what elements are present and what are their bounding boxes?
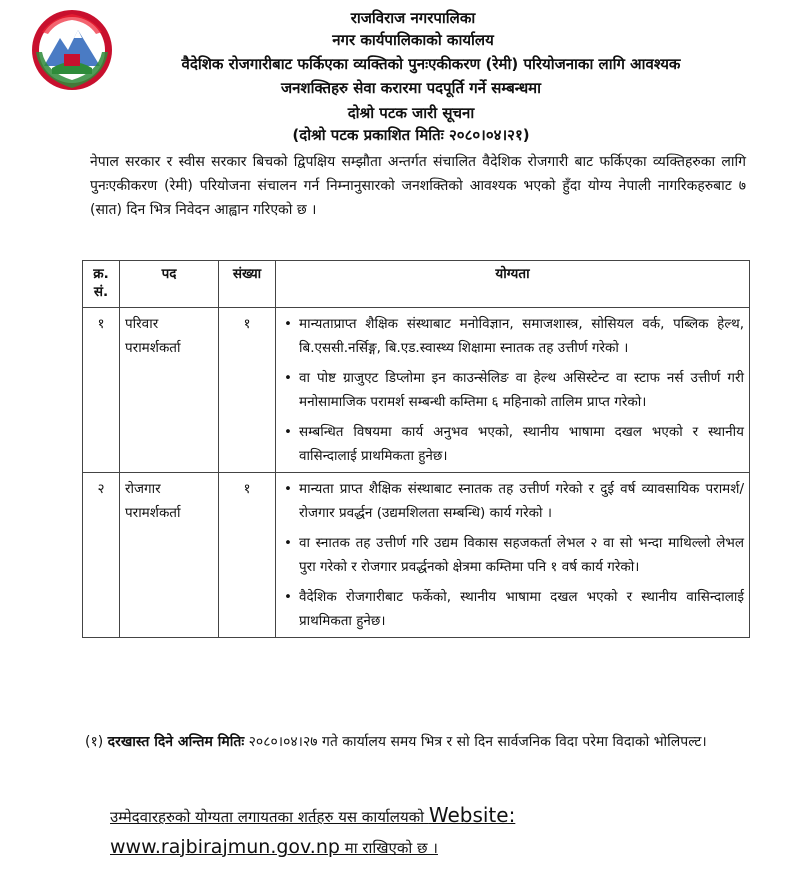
row-post: रोजगार परामर्शकर्ता: [120, 473, 219, 638]
header-serial-line2: सं.: [93, 284, 109, 300]
deadline-label: दरखास्त दिने अन्तिम मितिः: [107, 734, 245, 750]
municipality-name: राजविराज नगरपालिका: [350, 9, 476, 27]
website-notice-suffix: मा राखिएको छ ।: [339, 839, 438, 857]
notice-subject-line1: वैदेशिक रोजगारीबाट फर्किएका व्यक्तिको पुनःएकीकरण (रेमी) परियोजनाका लागि आवश्यक: [181, 55, 681, 73]
website-url[interactable]: www.rajbirajmun.gov.np: [110, 836, 340, 858]
notice-title: दोश्रो पटक जारी सूचना: [347, 104, 475, 122]
website-label: Website:: [428, 803, 516, 827]
header-serial: [83, 261, 120, 308]
header-serial-line1: क्र.: [93, 266, 109, 282]
qualification-item: • वा पोष्ट ग्राजुएट डिप्लोमा इन काउन्सेलिङ वा हेल्थ असिस्टेन्ट वा स्टाफ नर्स उत्तीर्ण गरी मनोसामाजिक परामर्श सम्बन्धी कम्तिमा ६ महिनाको तालिम प्राप्त गरेको।: [299, 366, 744, 414]
qualification-item: • मान्यताप्राप्त शैक्षिक संस्थाबाट मनोविज्ञान, समाजशास्त्र, सोसियल वर्क, पब्लिक हेल्थ, बि.एससी.नर्सिङ्ग, बि.एड.स्वास्थ्य शिक्षामा स्नातक तह उत्तीर्ण गरेको ।: [299, 312, 744, 360]
header-qualification: योग्यता: [276, 261, 750, 308]
row-post: परिवार परामर्शकर्ता: [120, 308, 219, 473]
row-count: १: [219, 473, 276, 638]
deadline-text: २०८०।०४।२७ गते कार्यालय समय भित्र र सो दिन सार्वजनिक विदा परेमा विदाको भोलिपल्ट।: [244, 734, 707, 750]
qualification-list: [281, 477, 744, 633]
qualification-list: [281, 312, 744, 468]
row-count: १: [219, 308, 276, 473]
header-post: पद: [120, 261, 219, 308]
qualification-item: • मान्यता प्राप्त शैक्षिक संस्थाबाट स्नातक तह उत्तीर्ण गरेको र दुई वर्ष व्यावसायिक परामर्श/रोजगार प्रवर्द्धन (उद्यमशिलता सम्बन्धि) कार्य गरेको ।: [299, 477, 744, 525]
table-row: [83, 308, 750, 473]
requirements-table: [82, 260, 750, 638]
website-notice: [110, 800, 710, 863]
row-qualifications: [276, 473, 750, 638]
row-serial: २: [83, 473, 120, 638]
row-qualifications: [276, 308, 750, 473]
qualification-item: • वैदेशिक रोजगारीबाट फर्केको, स्थानीय भाषामा दखल भएको र स्थानीय वासिन्दालाई प्राथमिकता हुनेछ।: [299, 585, 744, 633]
row-serial: १: [83, 308, 120, 473]
notice-subject-line2: जनशक्तिहरु सेवा करारमा पदपूर्ति गर्ने सम्बन्धमा: [280, 79, 542, 97]
header-count: संख्या: [219, 261, 276, 308]
qualification-item: • वा स्नातक तह उत्तीर्ण गरि उद्यम विकास सहजकर्ता लेभल २ वा सो भन्दा माथिल्लो लेभल पुरा गरेको र रोजगार प्रवर्द्धनको क्षेत्रमा कम्तिमा पनि १ वर्ष कार्य गरेको।: [299, 531, 744, 579]
publication-date: (दोश्रो पटक प्रकाशित मितिः २०८०।०४।२१): [292, 126, 530, 144]
table-header-row: [83, 261, 750, 308]
table-row: [83, 473, 750, 638]
application-deadline: [85, 730, 725, 754]
qualification-item: • सम्बन्धित विषयमा कार्य अनुभव भएको, स्थानीय भाषामा दखल भएको र स्थानीय वासिन्दालाई प्राथमिकता हुनेछ।: [299, 420, 744, 468]
deadline-number: (१): [85, 734, 108, 750]
website-notice-text: उम्मेदवारहरुको योग्यता लगायतका शर्तहरु यस कार्यालयको: [110, 808, 429, 826]
office-name: नगर कार्यपालिकाको कार्यालय: [332, 31, 494, 49]
intro-paragraph: नेपाल सरकार र स्वीस सरकार बिचको द्विपक्षिय सम्झौता अन्तर्गत संचालित वैदेशिक रोजगारी बाट फर्किएका व्यक्तिहरुका लागि पुनःएकीकरण (रेमी) परियोजना संचालन गर्न निम्नानुसारको जनशक्तिको आवश्यक भएको हुँदा योग्य नेपाली नागरिकहरुबाट ७ (सात) दिन भित्र निवेदन आह्वान गरिएको छ ।: [90, 154, 746, 218]
